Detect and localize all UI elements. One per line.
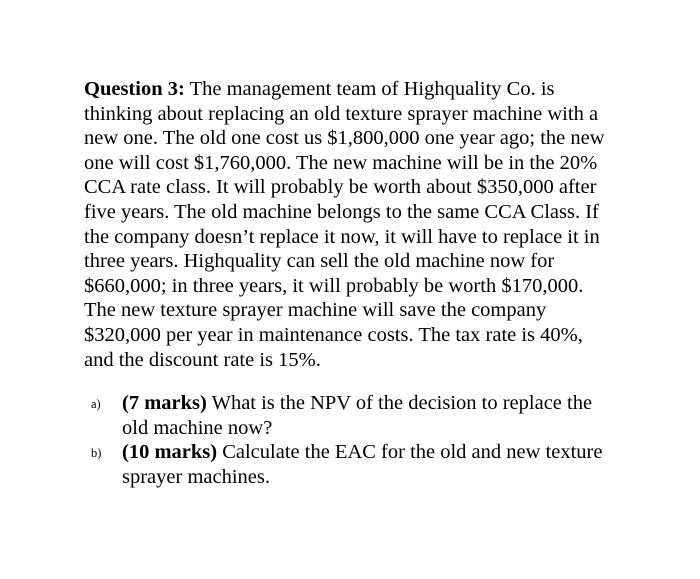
part-a-marker: a) [91, 397, 101, 412]
part-b-text: Calculate the EAC for the old and new texture sprayer machines. [122, 441, 603, 488]
question-document [84, 77, 614, 490]
question-parts-list [84, 391, 614, 489]
part-a [84, 391, 614, 440]
question-body: The management team of Highquality Co. is thinking about replacing an old texture sprayer machine with a new one. The old one cost us $1,800,000 one year ago; the new one will cost $1,760,000. The new machine will be in the 20% CCA rate class. It will probably be worth about $350,000 after five years. The old machine belongs to the same CCA Class. If the company doesn’t replace it now, it will have to replace it in three years. Highquality can sell the old machine now for $660,000; in three years, it will probably be worth $170,000. The new texture sprayer machine will save the company $320,000 per year in maintenance costs. The tax rate is 40%, and the discount rate is 15%. [84, 78, 605, 371]
part-b-marker: b) [91, 446, 102, 461]
part-b [84, 440, 614, 489]
part-a-marks: (7 marks) [122, 392, 207, 415]
part-b-marks: (10 marks) [122, 441, 218, 464]
question-paragraph [84, 77, 614, 372]
part-a-text: What is the NPV of the decision to replace the old machine now? [122, 392, 593, 439]
question-label: Question 3: [84, 78, 185, 100]
